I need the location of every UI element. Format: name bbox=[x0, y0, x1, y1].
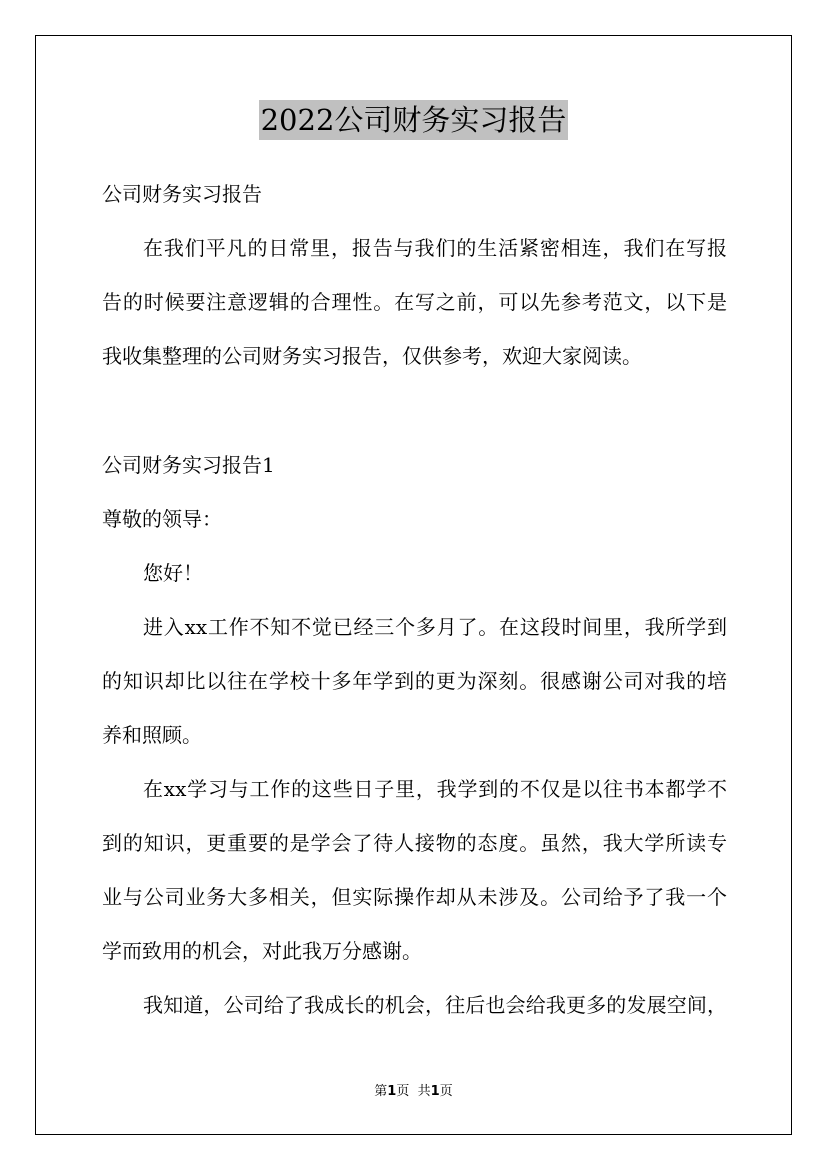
body-line-1: 进入xx工作不知不觉已经三个多月了。在这段时间里，我所学到 bbox=[143, 615, 727, 639]
footer-page-number: 1 bbox=[387, 1084, 397, 1099]
footer-total-prefix: 共 bbox=[417, 1084, 431, 1099]
body-line-2: 的知识却比以往在学校十多年学到的更为深刻。很感谢公司对我的培 bbox=[102, 669, 727, 693]
intro-line-2: 告的时候要注意逻辑的合理性。在写之前，可以先参考范文，以下是 bbox=[102, 290, 727, 314]
body-line-7: 学而致用的机会，对此我万分感谢。 bbox=[102, 939, 422, 963]
page-footer bbox=[0, 1084, 827, 1100]
body-line-4: 在xx学习与工作的这些日子里，我学到的不仅是以往书本都学不 bbox=[143, 777, 727, 801]
footer-page-suffix: 页 bbox=[396, 1084, 410, 1099]
subtitle: 公司财务实习报告 bbox=[102, 182, 262, 206]
greeting: 您好！ bbox=[143, 561, 203, 585]
body-line-3: 养和照顾。 bbox=[102, 723, 202, 747]
title-container bbox=[0, 100, 827, 140]
section-heading: 公司财务实习报告1 bbox=[102, 453, 275, 477]
body-line-5: 到的知识，更重要的是学会了待人接物的态度。虽然，我大学所读专 bbox=[102, 831, 727, 855]
body-line-8: 我知道，公司给了我成长的机会，往后也会给我更多的发展空间， bbox=[143, 993, 727, 1017]
intro-line-1: 在我们平凡的日常里，报告与我们的生活紧密相连，我们在写报 bbox=[143, 236, 727, 260]
footer-total-suffix: 页 bbox=[439, 1084, 453, 1099]
document-title: 2022公司财务实习报告 bbox=[259, 100, 569, 140]
footer-total-pages: 1 bbox=[430, 1084, 440, 1099]
intro-line-3: 我收集整理的公司财务实习报告，仅供参考，欢迎大家阅读。 bbox=[102, 344, 642, 368]
body-line-6: 业与公司业务大多相关，但实际操作却从未涉及。公司给予了我一个 bbox=[102, 885, 727, 909]
footer-page-prefix: 第 bbox=[374, 1084, 388, 1099]
salutation: 尊敬的领导： bbox=[102, 507, 222, 531]
